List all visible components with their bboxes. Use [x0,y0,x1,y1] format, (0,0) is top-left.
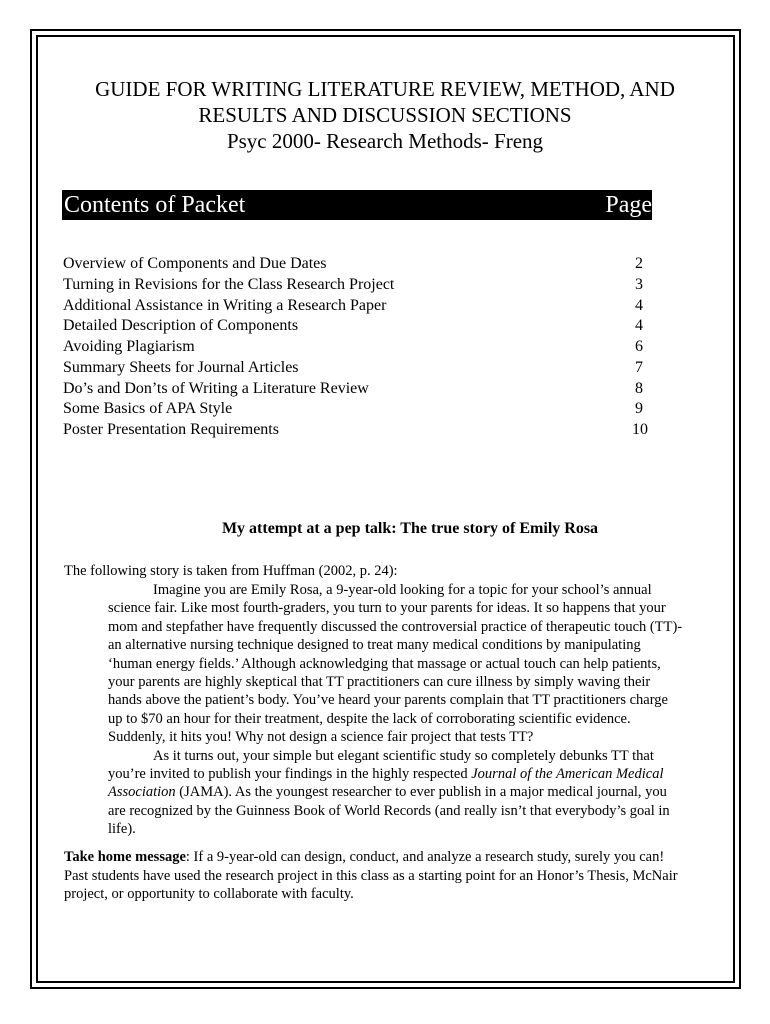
document-title [40,76,730,154]
title-line-2: RESULTS AND DISCUSSION SECTIONS [198,103,572,127]
toc-item-label: Summary Sheets for Journal Articles [63,358,299,376]
toc-item [63,420,663,441]
take-home-label: Take home message [64,849,186,865]
course-subtitle: Psyc 2000- Research Methods- Freng [226,129,544,153]
toc-item-label: Poster Presentation Requirements [63,421,279,438]
toc-item-page: 7 [635,358,643,376]
contents-heading: Contents of Packet [64,192,246,218]
story-line: your parents are highly skeptical that TT practitioners can cure illness by simply waving their [108,674,651,691]
toc-item-label: Turning in Revisions for the Class Research Project [63,275,395,293]
toc-item [63,358,663,379]
story-line [108,783,728,801]
story-intro: The following story is taken from Huffman (2002, p. 24): [64,563,398,579]
toc-item-page: 4 [635,317,643,335]
page-column-heading: Page [605,192,652,218]
story-line: Imagine you are Emily Rosa, a 9-year-old looking for a topic for your school’s annual [153,582,652,598]
toc-item-label: Do’s and Don’ts of Writing a Literature Review [63,379,369,397]
toc-item [63,296,663,317]
table-of-contents [63,254,663,441]
toc-item [63,337,663,358]
toc-item-label: Additional Assistance in Writing a Research Paper [63,296,387,314]
toc-item-page: 4 [635,296,643,314]
story-line: up to $70 an hour for their treatment, despite the lack of corroborating scientific evidence. [108,710,631,727]
story-text: (JAMA). As the youngest researcher to ever publish in a major medical journal, you [175,784,667,801]
story-line: Suddenly, it hits you! Why not design a science fair project that tests TT? [108,729,534,746]
story-line: an alternative nursing technique designed to treat many medical conditions by manipulating [108,637,641,654]
story-line: ‘human energy fields.’ Although acknowledging that massage or actual touch can help patients, [108,655,661,672]
toc-item [63,399,663,420]
journal-title-part-2: Association [108,784,176,801]
toc-item [63,275,663,296]
toc-item-page: 6 [635,338,643,355]
toc-item-page: 3 [635,275,643,293]
story-line: science fair. Like most fourth-graders, you turn to your parents for ideas. It so happens that your [108,600,666,617]
toc-item [63,379,663,400]
pep-talk-heading: My attempt at a pep talk: The true story of Emily Rosa [221,520,599,537]
page-border-inner [36,35,735,983]
toc-item-page: 9 [635,400,643,418]
take-home-line [64,848,724,867]
journal-title-part-1: Journal of the American Medical [471,766,664,783]
take-home-message [64,848,724,904]
story-quote [108,581,728,839]
story-line: are recognized by the Guinness Book of World Records (and really isn’t that everybody’s goal in [108,802,670,819]
story-text: you’re invited to publish your findings in the highly respected [108,766,472,783]
story-line: life). [108,821,136,838]
title-line-1: GUIDE FOR WRITING LITERATURE REVIEW, METHOD, AND [95,77,675,101]
story-line [108,765,728,783]
story-line: hands above the patient’s body. You’ve heard your parents complain that TT practitioners charge [108,692,668,709]
take-home-line: Past students have used the research project in this class as a starting point for an Honor’s Thesis, McNair [64,867,678,884]
story-line: mom and stepfather have frequently discussed the controversial practice of therapeutic touch (TT)- [108,618,683,635]
toc-item-page: 2 [635,255,643,272]
take-home-line: project, or opportunity to collaborate with faculty. [64,886,354,902]
story-line: As it turns out, your simple but elegant scientific study so completely debunks TT that [153,747,654,764]
toc-item-label: Overview of Components and Due Dates [63,255,327,272]
take-home-text: : If a 9-year-old can design, conduct, and analyze a research study, surely you can! [185,849,665,865]
contents-header-bar [62,190,652,220]
toc-item [63,254,663,275]
toc-item-label: Avoiding Plagiarism [63,338,195,355]
toc-item-label: Detailed Description of Components [63,317,299,335]
toc-item-page: 8 [635,379,643,397]
toc-item-page: 10 [632,421,648,438]
toc-item [63,316,663,337]
toc-item-label: Some Basics of APA Style [63,400,233,418]
